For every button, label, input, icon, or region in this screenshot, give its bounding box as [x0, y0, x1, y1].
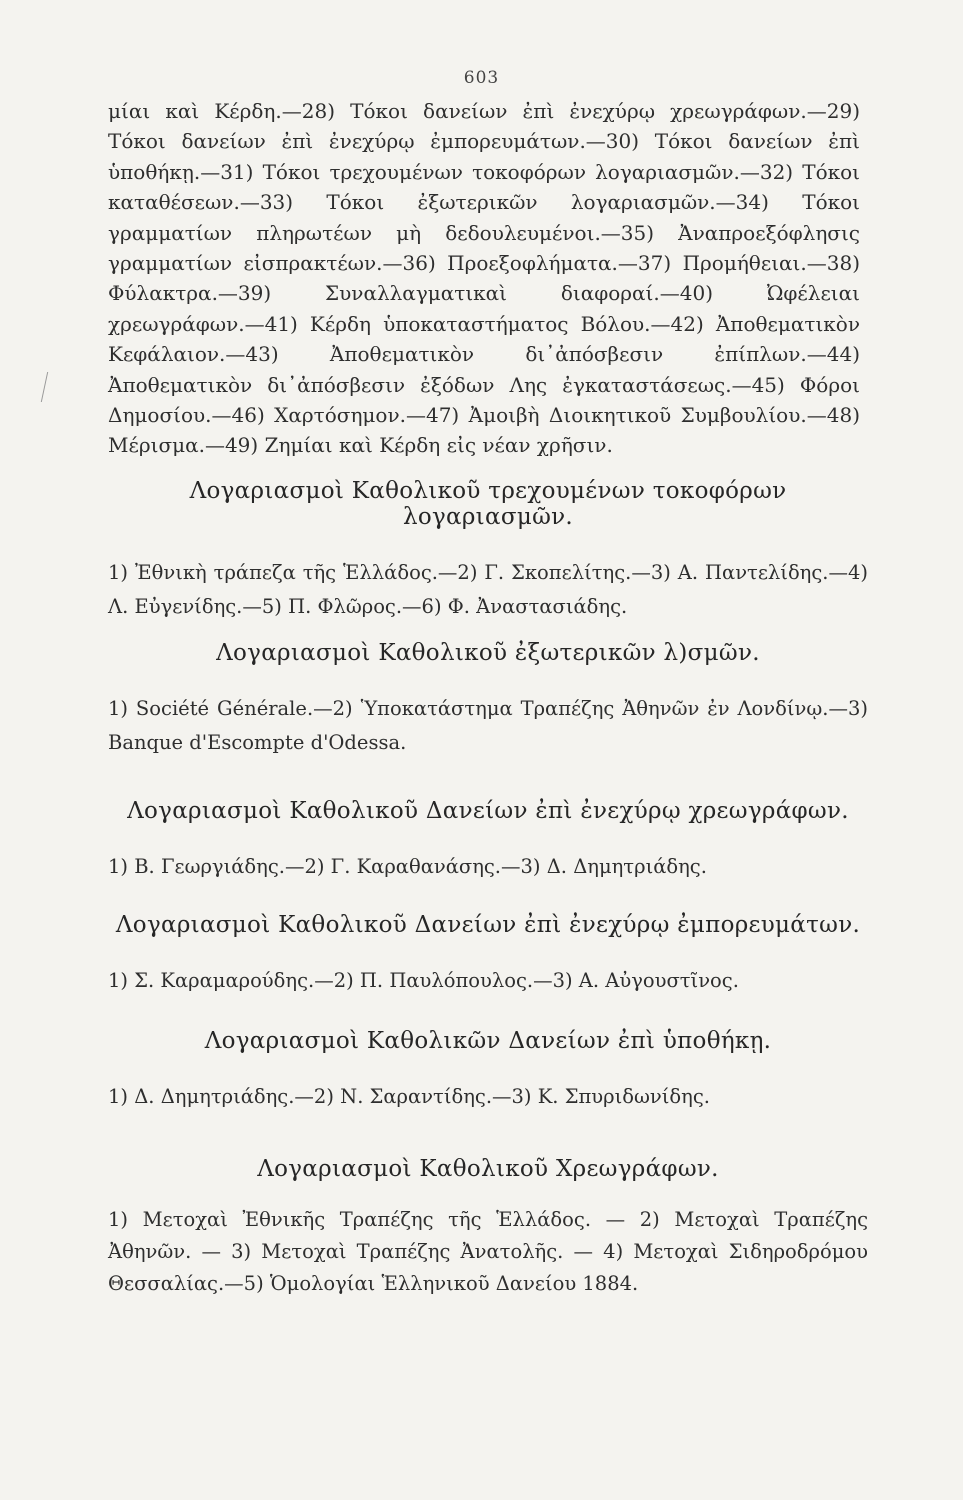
page-number: 603	[463, 68, 500, 88]
section-entries: 1) Β. Γεωργιάδης.—2) Γ. Καραθανάσης.—3) Δ. Δημητριάδης.	[108, 855, 707, 878]
section-heading: Λογαριασμοὶ Καθολικοῦ ἐξωτερικῶν λ)σμῶν.	[216, 640, 760, 666]
section-loans-on-merchandise	[108, 912, 868, 998]
section-heading: Λογαριασμοὶ Καθολικῶν Δανείων ἐπὶ ὑποθήκῃ.	[204, 1028, 772, 1054]
section-heading: Λογαριασμοὶ Καθολικοῦ Δανείων ἐπὶ ἐνεχύρῳ χρεωγράφων.	[127, 798, 849, 824]
section-heading: Λογαριασμοὶ Καθολικοῦ Δανείων ἐπὶ ἐνεχύρῳ ἐμπορευμάτων.	[115, 912, 861, 938]
intro-paragraph: μίαι καὶ Κέρδη.—28) Τόκοι δανείων ἐπὶ ἐνεχύρῳ χρεωγράφων.—29) Τόκοι δανείων ἐπὶ ἐνεχύρῳ ἐμπορευμάτων.—30) Τόκοι δανείων ἐπὶ ὑποθήκῃ.—31) Τόκοι τρεχουμένων τοκοφόρων λογαριασμῶν.—32) Τόκοι καταθέσεων.—33) Τόκοι ἐξωτερικῶν λογαριασμῶν.—34) Τόκοι γραμματίων πληρωτέων μὴ δεδουλευμένοι.—35) Ἀναπροεξόφλησις γραμματίων εἰσπρακτέων.—36) Προεξοφλήματα.—37) Προμήθειαι.—38) Φύλακτρα.—39) Συναλλαγματικαὶ διαφοραί.—40) Ὠφέλειαι χρεωγράφων.—41) Κέρδη ὑποκαταστήματος Βόλου.—42) Ἀποθεματικὸν Κεφάλαιον.—43) Ἀποθεματικὸν δι᾽ἀπόσβεσιν ἐπίπλων.—44) Ἀποθεματικὸν δι᾽ἀπόσβεσιν ἐξόδων Λης ἐγκαταστάσεως.—45) Φόροι Δημοσίου.—46) Χαρτόσημον.—47) Ἀμοιβὴ Διοικητικοῦ Συμβουλίου.—48) Μέρισμα.—49) Ζημίαι καὶ Κέρδη εἰς νέαν χρῆσιν.	[108, 99, 860, 458]
section-securities	[108, 1156, 868, 1300]
margin-pencil-mark	[41, 372, 54, 402]
section-entries: 1) Ἐθνικὴ τράπεζα τῆς Ἑλλάδος.—2) Γ. Σκοπελίτης.—3) Α. Παντελίδης.—4) Λ. Εὐγενίδης.—5) Π. Φλῶρος.—6) Φ. Ἀναστασιάδης.	[108, 561, 868, 618]
section-heading: Λογαριασμοὶ Καθολικοῦ Χρεωγράφων.	[257, 1156, 719, 1182]
section-entries: 1) Δ. Δημητριάδης.—2) Ν. Σαραντίδης.—3) Κ. Σπυριδωνίδης.	[108, 1085, 710, 1108]
section-foreign-accounts	[108, 640, 868, 760]
section-loans-on-securities	[108, 798, 868, 884]
section-heading: Λογαριασμοὶ Καθολικοῦ τρεχουμένων τοκοφόρων λογαριασμῶν.	[189, 478, 787, 530]
section-entries: 1) Σ. Καραμαρούδης.—2) Π. Παυλόπουλος.—3) Α. Αὐγουστῖνος.	[108, 969, 739, 992]
section-entries: 1) Μετοχαὶ Ἐθνικῆς Τραπέζης τῆς Ἑλλάδος. — 2) Μετοχαὶ Τραπέζης Ἀθηνῶν. — 3) Μετοχαὶ Τραπέζης Ἀνατολῆς. — 4) Μετοχαὶ Σιδηροδρόμου Θεσσαλίας.—5) Ὁμολογίαι Ἑλληνικοῦ Δανείου 1884.	[108, 1208, 868, 1295]
section-mortgage-loans	[108, 1028, 868, 1114]
section-current-interest-accounts	[108, 478, 868, 624]
section-entries: 1) Société Générale.—2) Ὑποκατάστημα Τραπέζης Ἀθηνῶν ἐν Λονδίνῳ.—3) Banque d'Escompte d'Odessa.	[108, 697, 868, 754]
